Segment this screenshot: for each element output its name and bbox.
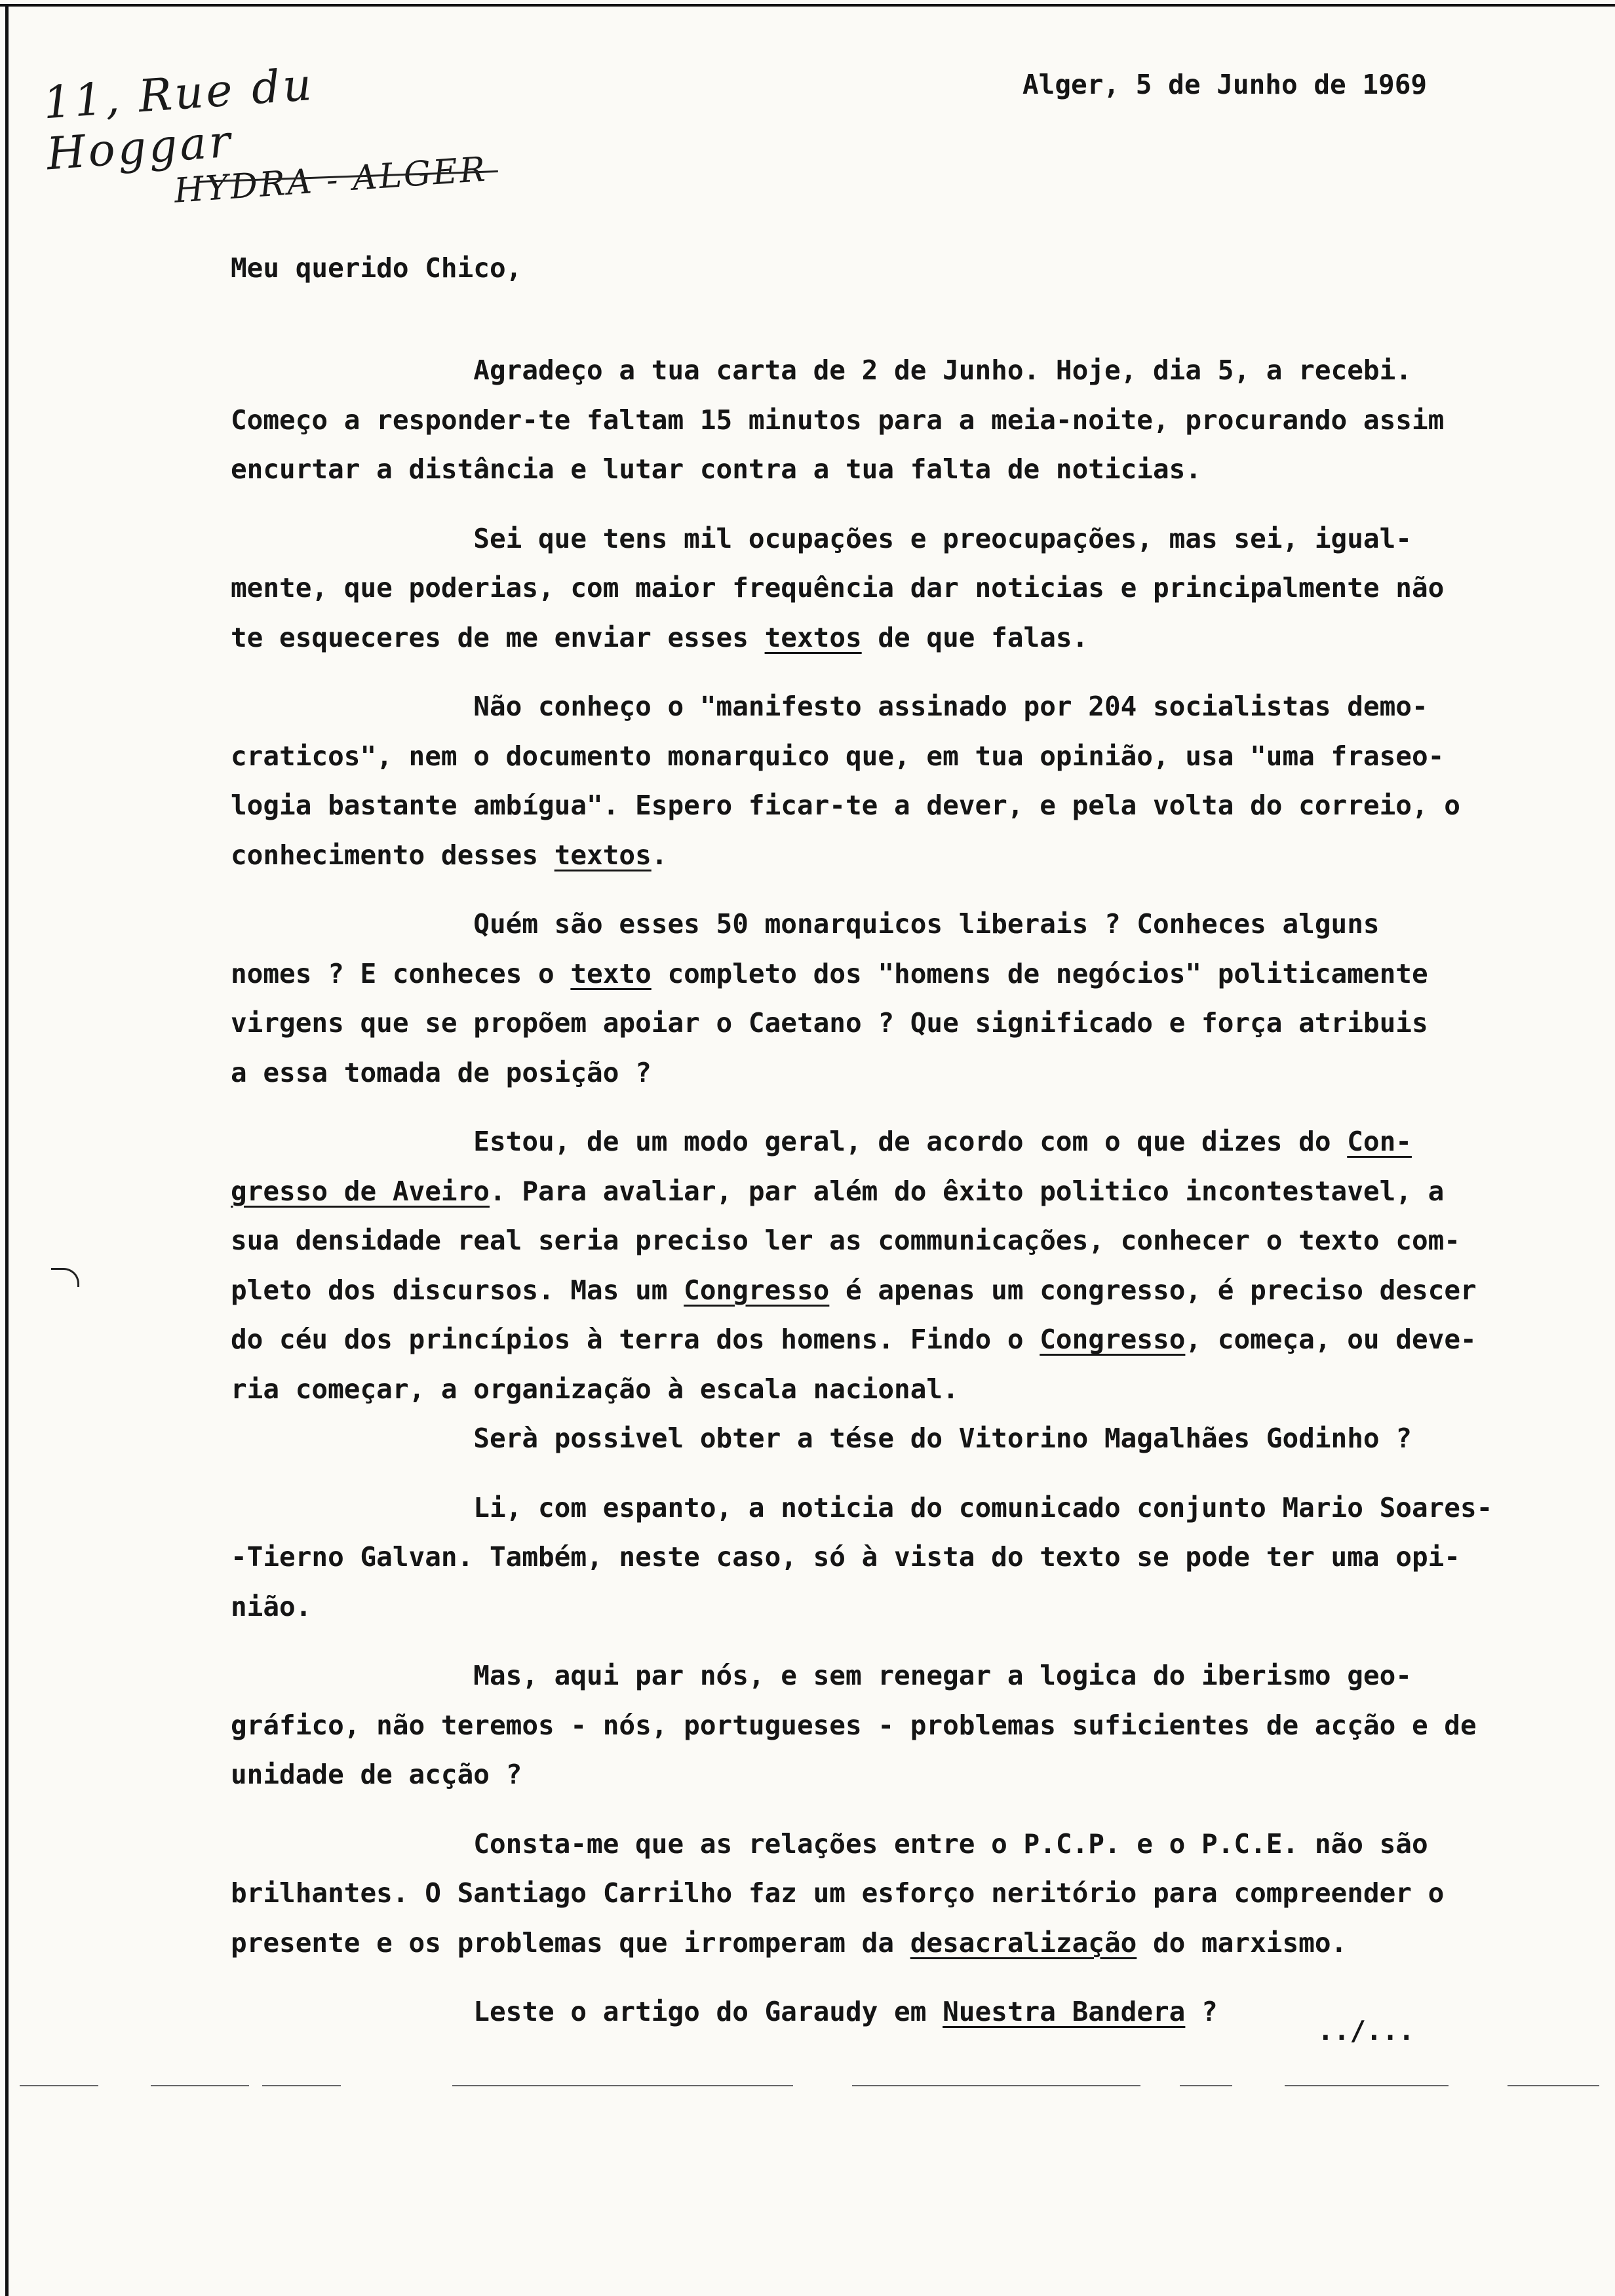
- text-line: [231, 564, 1492, 613]
- text-segment: encurtar a distância e lutar contra a tua falta de noticias.: [231, 453, 1202, 485]
- text-segment: logia bastante ambígua". Espero ficar-te a dever, e pela volta do correio, o: [231, 790, 1460, 821]
- text-line: [231, 1701, 1492, 1751]
- bottom-rule-2: [151, 2085, 249, 2086]
- underlined-word: textos: [764, 621, 862, 653]
- text-line: [231, 949, 1492, 999]
- text-line: [231, 1414, 1492, 1464]
- text-segment: , começa, ou deve-: [1185, 1324, 1477, 1355]
- text-segment: Mas, aqui par nós, e sem renegar a logica do iberismo geo-: [231, 1660, 1412, 1691]
- paragraph-gap: [231, 1098, 1492, 1117]
- text-segment: Consta-me que as relações entre o P.C.P. e o P.C.E. não são: [231, 1827, 1428, 1860]
- text-segment: mente, que poderias, com maior frequência dar noticias e principalmente não: [231, 572, 1445, 603]
- letter-date: Alger, 5 de Junho de 1969: [1022, 69, 1428, 100]
- text-segment: craticos", nem o documento monarquico que, em tua opinião, usa "uma fraseo-: [231, 740, 1445, 772]
- handwritten-address: [41, 47, 509, 220]
- underlined-word: Con-: [1347, 1126, 1412, 1157]
- paragraph-gap: [231, 495, 1492, 514]
- text-segment: Começo a responder-te faltam 15 minutos para a meia-noite, procurando assim: [231, 404, 1445, 436]
- bottom-rule-8: [1508, 2085, 1599, 2086]
- text-line: [231, 1651, 1492, 1701]
- text-segment: Não conheço o "manifesto assinado por 204 socialistas demo-: [231, 691, 1428, 722]
- text-line: [231, 831, 1492, 881]
- text-segment: .: [651, 839, 668, 871]
- text-segment: de que falas.: [861, 621, 1089, 653]
- text-segment: -Tierno Galvan. Também, neste caso, só à vista do texto se pode ter uma opi-: [231, 1541, 1460, 1573]
- bottom-rule-4: [452, 2085, 793, 2086]
- text-segment: . Para avaliar, par além do êxito politico incontestavel, a: [489, 1175, 1445, 1207]
- handwritten-address-line2: HYDRA - ALGER: [172, 149, 489, 211]
- text-line: [231, 396, 1492, 446]
- text-line: [231, 1987, 1492, 2037]
- continuation-mark: ../...: [1317, 2015, 1415, 2046]
- text-segment: unidade de acção ?: [231, 1759, 522, 1790]
- text-segment: a essa tomada de posição ?: [231, 1056, 652, 1088]
- text-segment: brilhantes. O Santiago Carrilho faz um esforço neritório para compreender o: [231, 1877, 1445, 1909]
- text-segment: gráfico, não teremos - nós, portugueses - problemas suficientes de acção e de: [231, 1709, 1477, 1741]
- margin-mark: [51, 1268, 79, 1287]
- underlined-word: Congresso: [1040, 1324, 1186, 1355]
- text-line: [231, 1869, 1492, 1919]
- text-line: [231, 346, 1492, 396]
- text-segment: nião.: [231, 1590, 312, 1622]
- text-segment: Sei que tens mil ocupações e preocupações, mas sei, igual-: [231, 522, 1412, 554]
- underlined-word: desacralização: [910, 1926, 1137, 1959]
- text-segment: Estou, de um modo geral, de acordo com o que dizes do: [231, 1126, 1348, 1157]
- text-segment: é apenas um congresso, é preciso descer: [829, 1274, 1477, 1306]
- text-line: [231, 1048, 1492, 1098]
- text-segment: pleto dos discursos. Mas um: [231, 1274, 684, 1306]
- text-line: [231, 900, 1492, 949]
- text-segment: do marxismo.: [1137, 1926, 1348, 1959]
- text-line: [231, 1750, 1492, 1800]
- page-edge-left: [5, 4, 9, 2296]
- paragraph-gap: [231, 1632, 1492, 1651]
- handwritten-address-line1: 11, Rue du Hoggar: [41, 58, 316, 181]
- text-line: [231, 445, 1492, 495]
- text-segment: completo dos "homens de negócios" politicamente: [651, 957, 1428, 989]
- bottom-rule-5: [852, 2085, 1140, 2086]
- text-segment: Li, com espanto, a noticia do comunicado conjunto Mario Soares-: [231, 1491, 1493, 1523]
- text-line: [231, 1315, 1492, 1365]
- paragraph-gap: [231, 1464, 1492, 1483]
- text-segment: sua densidade real seria preciso ler as communicações, conhecer o texto com-: [231, 1225, 1460, 1256]
- text-segment: Leste o artigo do Garaudy em: [231, 1996, 943, 2027]
- text-segment: presente e os problemas que irromperam da: [231, 1926, 910, 1959]
- underlined-word: Nuestra Bandera: [943, 1996, 1186, 2027]
- letter-salutation: Meu querido Chico,: [231, 252, 522, 284]
- text-line: [231, 514, 1492, 564]
- bottom-rule-7: [1285, 2085, 1449, 2086]
- paragraph-gap: [231, 880, 1492, 900]
- text-segment: Serà possivel obter a tése do Vitorino Magalhães Godinho ?: [231, 1423, 1412, 1454]
- text-line: [231, 1266, 1492, 1316]
- paragraph-gap: [231, 662, 1492, 682]
- text-line: [231, 999, 1492, 1048]
- text-segment: te esqueceres de me enviar esses: [231, 621, 765, 653]
- text-segment: Agradeço a tua carta de 2 de Junho. Hoje, dia 5, a recebi.: [231, 354, 1412, 386]
- text-segment: virgens que se propõem apoiar o Caetano ? Que significado e força atribuis: [231, 1007, 1428, 1039]
- text-segment: nomes ? E conheces o: [231, 957, 571, 989]
- bottom-rule-6: [1180, 2085, 1232, 2086]
- underlined-word: gresso de Aveiro: [231, 1175, 490, 1207]
- text-line: [231, 1365, 1492, 1415]
- text-segment: conhecimento desses: [231, 839, 555, 871]
- text-segment: do céu dos princípios à terra dos homens. Findo o: [231, 1324, 1040, 1355]
- text-segment: ?: [1185, 1996, 1218, 2027]
- text-segment: ria começar, a organização à escala nacional.: [231, 1373, 959, 1405]
- text-line: [231, 1919, 1492, 1968]
- text-line: [231, 1216, 1492, 1266]
- bottom-rule-3: [262, 2085, 341, 2086]
- paragraph-gap: [231, 1968, 1492, 1987]
- underlined-word: Congresso: [684, 1274, 830, 1306]
- text-line: [231, 1820, 1492, 1869]
- text-segment: Quém são esses 50 monarquicos liberais ? Conheces alguns: [231, 908, 1380, 940]
- text-line: [231, 682, 1492, 732]
- page-edge-top: [0, 4, 1615, 7]
- paragraph-gap: [231, 1800, 1492, 1820]
- text-line: [231, 1117, 1492, 1167]
- text-line: [231, 1582, 1492, 1632]
- text-line: [231, 732, 1492, 782]
- underlined-word: textos: [554, 839, 652, 871]
- text-line: [231, 1533, 1492, 1582]
- text-line: [231, 1483, 1492, 1533]
- text-line: [231, 781, 1492, 831]
- letter-body: [231, 346, 1492, 2037]
- text-line: [231, 1167, 1492, 1217]
- underlined-word: texto: [570, 957, 652, 989]
- text-line: [231, 613, 1492, 663]
- bottom-rule-1: [20, 2085, 98, 2086]
